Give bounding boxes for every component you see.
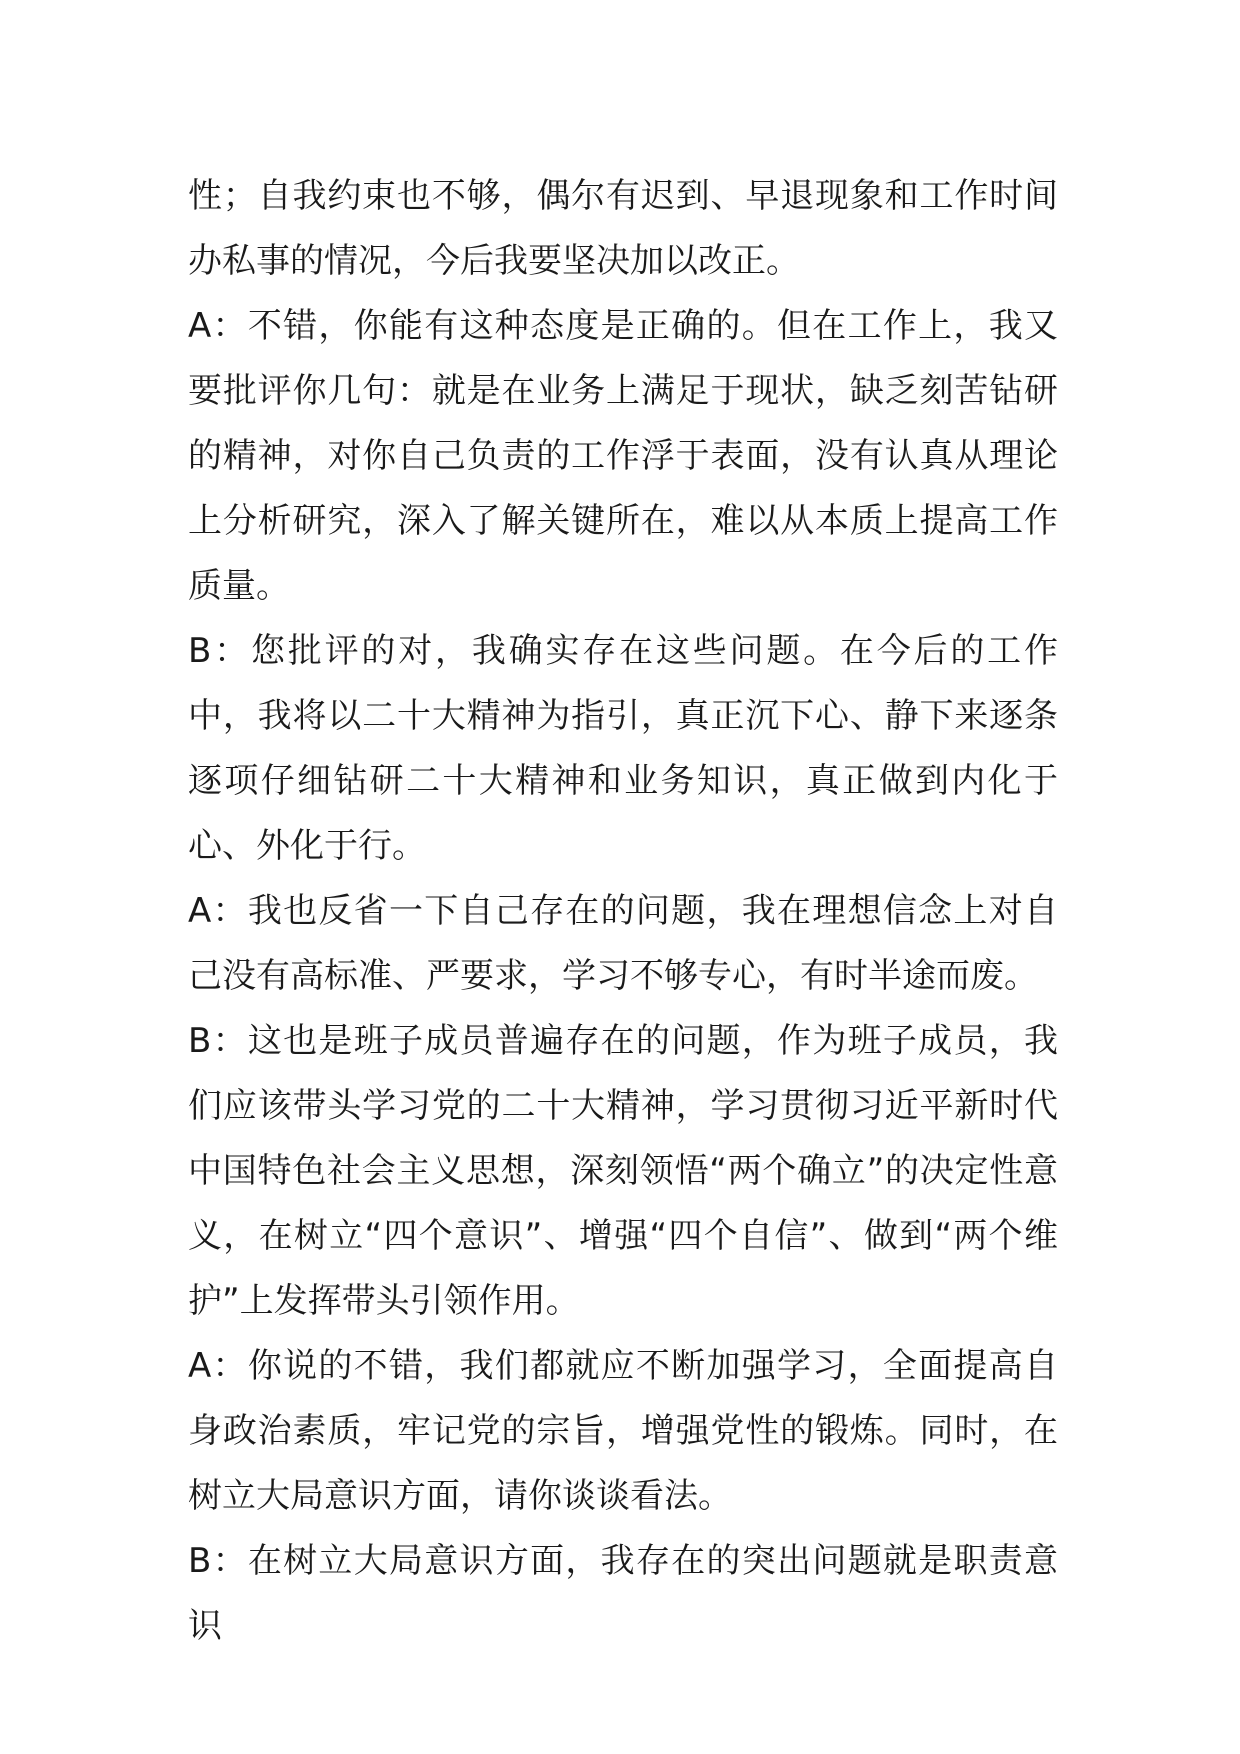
paragraph-6: A：你说的不错，我们都就应不断加强学习，全面提高自身政治素质，牢记党的宗旨，增强党性的锻炼。同时，在树立大局意识方面，请你谈谈看法。 [188, 1346, 1058, 1516]
paragraph-4: A：我也反省一下自己存在的问题，我在理想信念上对自己没有高标准、严要求，学习不够专心，有时半途而废。 [188, 891, 1058, 996]
paragraph-7: B：在树立大局意识方面，我存在的突出问题就是职责意识 [188, 1541, 1058, 1646]
document-body [188, 164, 1058, 1659]
paragraph-3: B：您批评的对，我确实存在这些问题。在今后的工作中，我将以二十大精神为指引，真正沉下心、静下来逐条逐项仔细钻研二十大精神和业务知识，真正做到内化于心、外化于行。 [188, 631, 1058, 866]
paragraph-2: A：不错，你能有这种态度是正确的。但在工作上，我又要批评你几句：就是在业务上满足于现状，缺乏刻苦钻研的精神，对你自己负责的工作浮于表面，没有认真从理论上分析研究，深入了解关键所在，难以从本质上提高工作质量。 [188, 306, 1058, 606]
paragraph-1: 性；自我约束也不够，偶尔有迟到、早退现象和工作时间办私事的情况，今后我要坚决加以改正。 [188, 176, 1058, 281]
paragraph-5: B：这也是班子成员普遍存在的问题，作为班子成员，我们应该带头学习党的二十大精神，学习贯彻习近平新时代中国特色社会主义思想，深刻领悟“两个确立”的决定性意义，在树立“四个意识”、增强“四个自信”、做到“两个维护”上发挥带头引领作用。 [188, 1021, 1058, 1321]
